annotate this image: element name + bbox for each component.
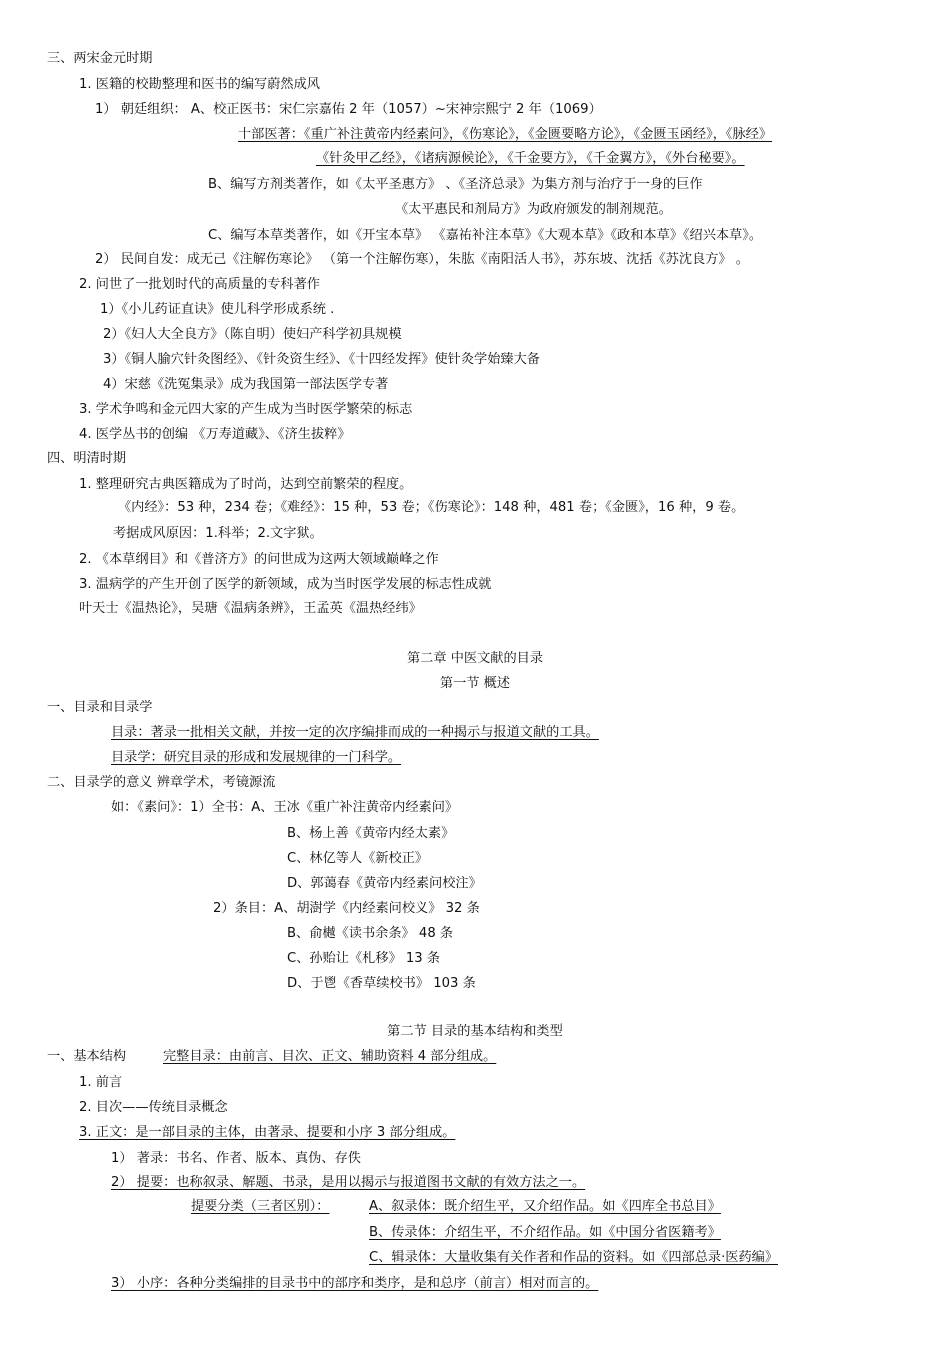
list-item: 4. 医学丛书的创编 《万寿道藏》、《济生拔粹》	[79, 427, 351, 442]
section-heading-structure: 一、基本结构	[47, 1049, 127, 1064]
underlined-list-item: B、传录体：介绍生平，不介绍作品。如《中国分省医籍考》	[369, 1225, 721, 1240]
list-item: 如：《素问》：1）全书：A、王冰《重广补注黄帝内经素问》	[111, 800, 459, 815]
list-item: 2. 《本草纲目》和《普济方》的问世成为这两大领域巅峰之作	[79, 552, 439, 567]
underlined-definition: 目录：著录一批相关文献，并按一定的次序编排而成的一种揭示与报道文献的工具。	[111, 725, 599, 740]
list-item: C、孙贻让《札移》 13 条	[287, 951, 441, 966]
list-item: 2）条目：A、胡澍学《内经素问校义》 32 条	[213, 901, 480, 916]
list-item: 3）《铜人腧穴针灸图经》、《针灸资生经》、《十四经发挥》使针灸学始臻大备	[103, 352, 540, 367]
underlined-list-item: 3. 正文：是一部目录的主体，由著录、提要和小序 3 部分组成。	[79, 1125, 456, 1140]
list-item: C、林亿等人《新校正》	[287, 851, 429, 866]
list-item: B、编写方剂类著作，如《太平圣惠方》 、《圣济总录》为集方剂与治疗于一身的巨作	[208, 177, 703, 192]
list-item: 2. 目次——传统目录概念	[79, 1100, 228, 1115]
list-item: 《太平惠民和剂局方》为政府颁发的制剂规范。	[395, 202, 672, 217]
list-item: 2）《妇人大全良方》（陈自明）使妇产科学初具规模	[103, 327, 402, 342]
list-item: 考据成风原因：1.科举；2.文字狱。	[113, 526, 323, 541]
list-item: 2. 问世了一批划时代的高质量的专科著作	[79, 277, 320, 292]
underlined-text: 《针灸甲乙经》，《诸病源候论》，《千金要方》，《千金翼方》，《外台秘要》。	[316, 151, 745, 166]
section-heading-catalog: 一、目录和目录学	[47, 700, 153, 715]
list-item: 2） 民间自发：成无己《注解伤寒论》 （第一个注解伤寒），朱肱《南阳活人书》，苏东坡、沈括《苏沈良方》 。	[95, 252, 749, 267]
list-item: 1） 朝廷组织： A、校正医书：宋仁宗嘉佑 2 年（1057）~宋神宗熙宁 2 年（1069）	[95, 102, 602, 117]
underlined-text: 十部医著：《重广补注黄帝内经素问》，《伤寒论》，《金匮要略方论》，《金匮玉函经》，《脉经》	[238, 127, 773, 142]
list-item: 1. 前言	[79, 1075, 123, 1090]
list-item: D、郭蔼春《黄帝内经素问校注》	[287, 876, 482, 891]
list-item: C、编写本草类著作，如《开宝本草》 《嘉祐补注本草》《大观本草》《政和本草》《绍兴本草》。	[208, 228, 763, 243]
section-heading-ming-qing: 四、明清时期	[47, 451, 127, 466]
section-title: 第一节 概述	[439, 676, 511, 691]
list-item: D、于鬯《香草续校书》 103 条	[287, 976, 476, 991]
list-item: 《内经》：53 种，234 卷；《难经》：15 种，53 卷；《伤寒论》：148 种，481 卷；《金匮》，16 种，9 卷。	[118, 500, 745, 515]
list-item: 叶天士《温热论》，吴瑭《温病条辨》，王孟英《温热经纬》	[79, 601, 422, 616]
list-item: 3. 学术争鸣和金元四大家的产生成为当时医学繁荣的标志	[79, 402, 413, 417]
underlined-list-item: 提要分类（三者区别）：	[191, 1199, 330, 1214]
underlined-list-item: C、辑录体：大量收集有关作者和作品的资料。如《四部总录·医药编》	[369, 1250, 779, 1265]
chapter-title: 第二章 中医文献的目录	[406, 651, 544, 666]
list-item: 1） 著录：书名、作者、版本、真伪、存佚	[111, 1151, 361, 1166]
list-item: 1. 整理研究古典医籍成为了时尚，达到空前繁荣的程度。	[79, 477, 413, 492]
underlined-list-item: A、叙录体：既介绍生平，又介绍作品。如《四库全书总目》	[369, 1199, 721, 1214]
underlined-definition: 完整目录：由前言、目次、正文、辅助资料 4 部分组成。	[163, 1049, 497, 1064]
section-heading-song-jin-yuan: 三、两宋金元时期	[47, 51, 153, 66]
underlined-list-item: 3） 小序：各种分类编排的目录书中的部序和类序，是和总序（前言）相对而言的。	[111, 1276, 599, 1291]
underlined-list-item: 2） 提要：也称叙录、解题、书录，是用以揭示与报道图书文献的有效方法之一。	[111, 1175, 586, 1190]
list-item: 4）宋慈《洗冤集录》成为我国第一部法医学专著	[103, 377, 389, 392]
list-item: B、俞樾《读书余条》 48 条	[287, 926, 454, 941]
list-item: 1. 医籍的校勘整理和医书的编写蔚然成风	[79, 77, 320, 92]
underlined-definition: 目录学：研究目录的形成和发展规律的一门科学。	[111, 750, 402, 765]
section-heading-meaning: 二、目录学的意义 辨章学术，考镜源流	[47, 775, 276, 790]
section-title: 第二节 目录的基本结构和类型	[387, 1024, 563, 1039]
list-item: 1）《小儿药证直诀》使儿科学形成系统 .	[100, 302, 335, 317]
list-item: B、杨上善《黄帝内经太素》	[287, 826, 455, 841]
list-item: 3. 温病学的产生开创了医学的新领域，成为当时医学发展的标志性成就	[79, 577, 492, 592]
